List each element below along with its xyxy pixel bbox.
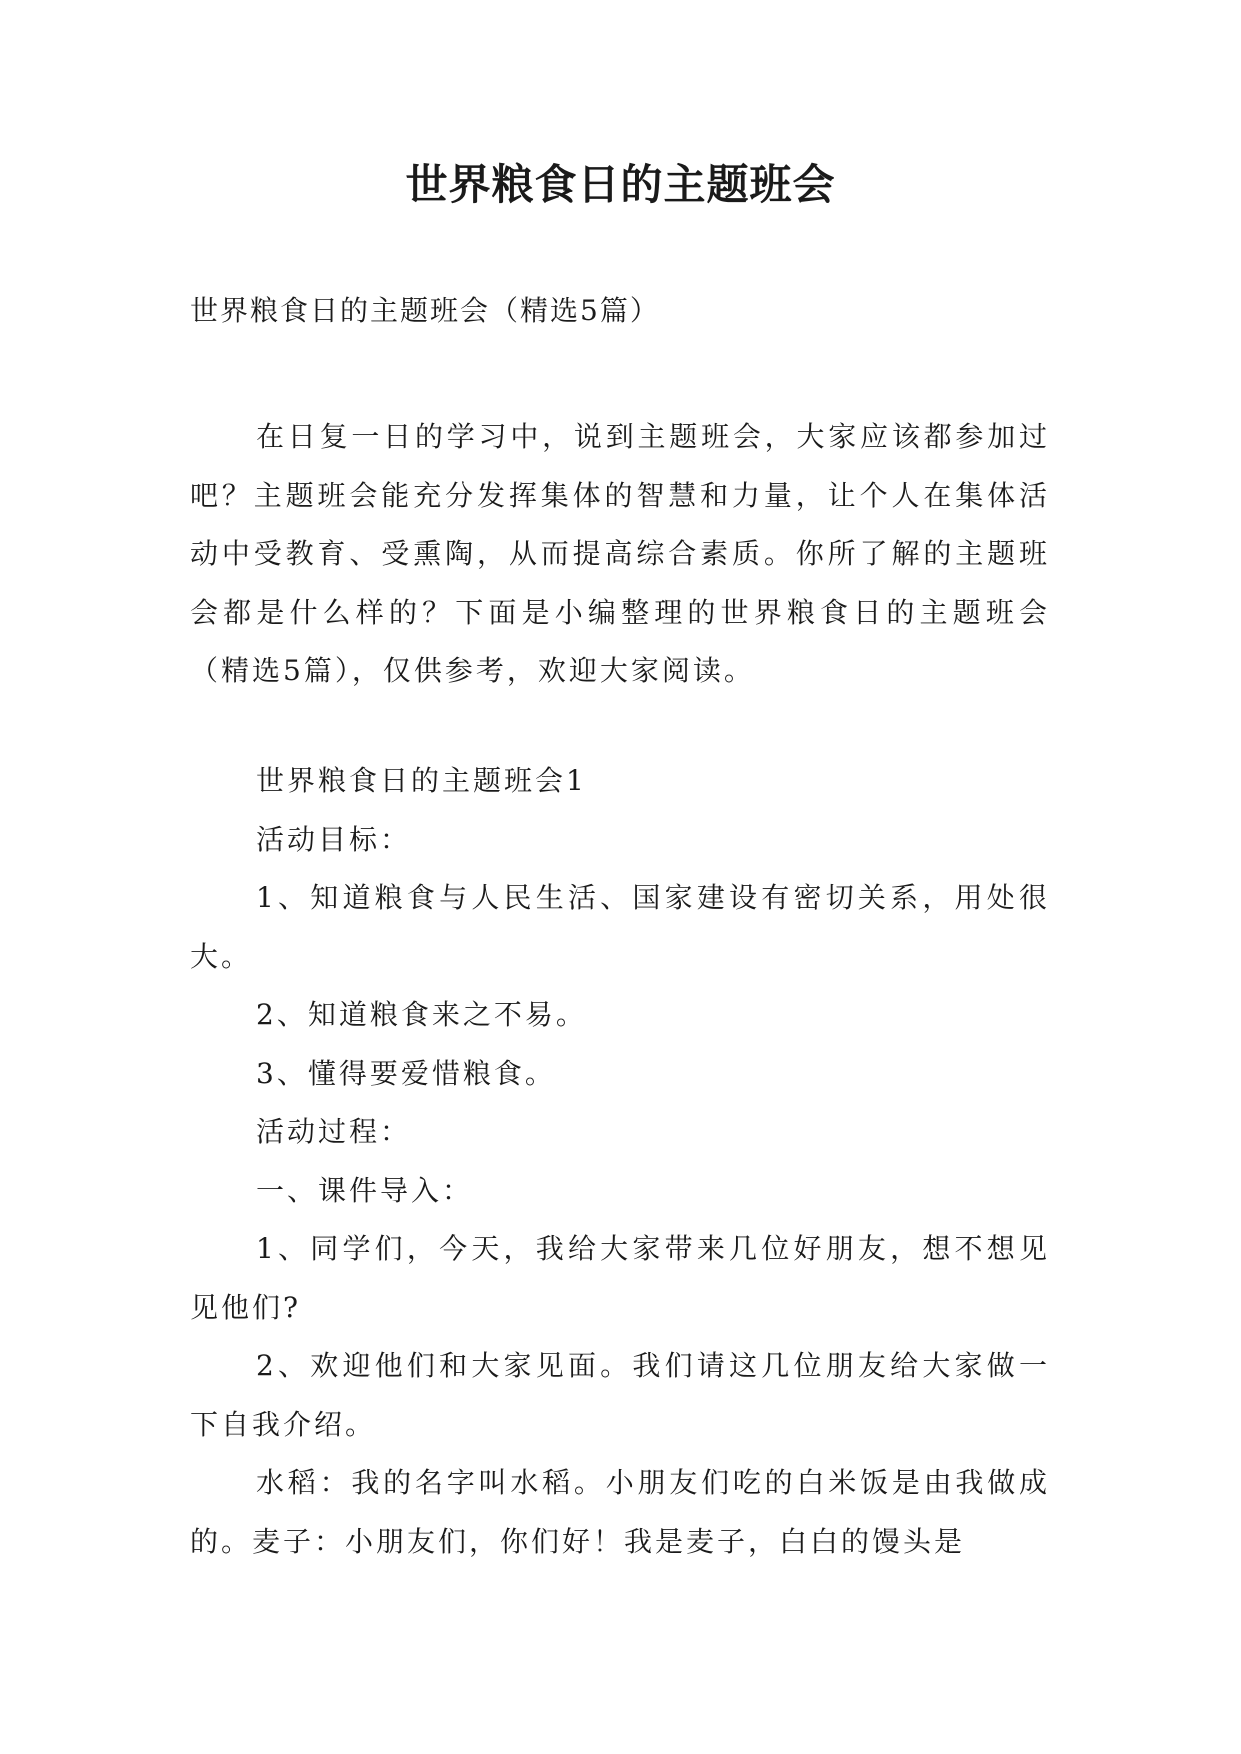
document-subtitle: 世界粮食日的主题班会（精选5篇） bbox=[190, 294, 660, 327]
body-paragraph: 2、知道粮食来之不易。 bbox=[256, 998, 587, 1031]
document-title: 世界粮食日的主题班会 bbox=[405, 160, 836, 209]
body-paragraph: 活动过程： bbox=[256, 1115, 412, 1148]
body-paragraph: 一、课件导入： bbox=[256, 1173, 474, 1207]
intro-paragraph: 在日复一日的学习中，说到主题班会，大家应该都参加过吧？主题班会能充分发挥集体的智慧和力量，让个人在集体活动中受教育、受熏陶，从而提高综合素质。你所了解的主题班会都是什么样的？下面是小编整理的世界粮食日的主题班会（精选5篇），仅供参考，欢迎大家阅读。 bbox=[190, 420, 1050, 687]
body-paragraph: 1、知道粮食与人民生活、国家建设有密切关系，用处很大。 bbox=[190, 881, 1050, 973]
body-paragraph: 水稻：我的名字叫水稻。小朋友们吃的白米饭是由我做成的。麦子：小朋友们，你们好！我是麦子，白白的馒头是 bbox=[190, 1466, 1050, 1558]
body-paragraph: 1、同学们，今天，我给大家带来几位好朋友，想不想见见他们? bbox=[190, 1232, 1050, 1324]
body-paragraph: 2、欢迎他们和大家见面。我们请这几位朋友给大家做一下自我介绍。 bbox=[190, 1349, 1050, 1441]
body-paragraph: 3、懂得要爱惜粮食。 bbox=[256, 1056, 556, 1090]
body-paragraph: 活动目标： bbox=[256, 822, 412, 856]
section-heading: 世界粮食日的主题班会1 bbox=[256, 764, 587, 797]
document-body bbox=[190, 752, 1050, 1571]
